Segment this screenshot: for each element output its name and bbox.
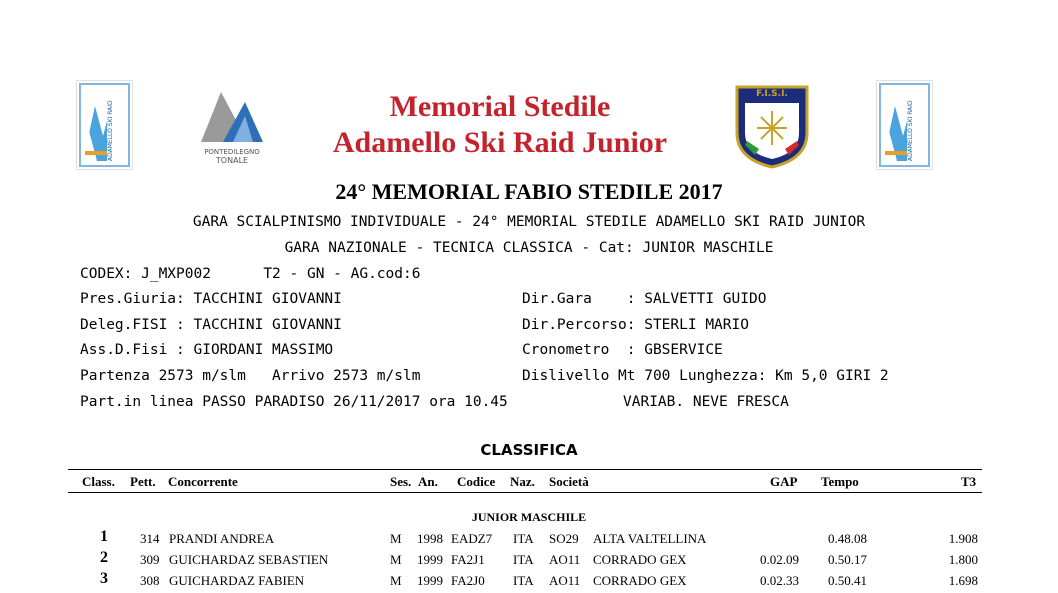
ass-fisi: Ass.D.Fisi : GIORDANI MASSIMO	[80, 342, 334, 358]
row-ses: M	[390, 552, 402, 567]
row-pett: 308	[140, 573, 160, 588]
row-name: GUICHARDAZ SEBASTIEN	[169, 552, 329, 567]
dislivello: Dislivello Mt 700 Lunghezza: Km 5,0 GIRI 2	[522, 368, 889, 384]
row-an: 1999	[417, 552, 443, 567]
left-logo-text: ADAMELLO SKI RAID	[107, 100, 114, 161]
variab: VARIAB. NEVE FRESCA	[623, 394, 789, 410]
header-codice: Codice	[457, 474, 496, 489]
row-ses: M	[390, 531, 402, 546]
row-tempo: 0.50.17	[828, 552, 867, 567]
header-class: Class.	[82, 474, 115, 489]
subtitle-1: GARA SCIALPINISMO INDIVIDUALE - 24° MEMORIAL STEDILE ADAMELLO SKI RAID JUNIOR	[192, 214, 866, 230]
tonale-text: TONALE	[215, 156, 249, 165]
banner-line-1: Memorial Stedile	[389, 90, 611, 123]
row-pett: 309	[140, 552, 160, 567]
category-label: JUNIOR MASCHILE	[471, 510, 587, 524]
row-t3: 1.698	[948, 573, 978, 588]
header-t3: T3	[961, 474, 977, 489]
subtitle-2: GARA NAZIONALE - TECNICA CLASSICA - Cat: JUNIOR MASCHILE	[284, 240, 774, 256]
left-logo	[76, 80, 133, 170]
dir-percorso: Dir.Percorso: STERLI MARIO	[522, 317, 749, 333]
table-row	[68, 549, 982, 572]
codex-line: CODEX: J_MXP002 T2 - GN - AG.cod:6	[80, 266, 421, 282]
header-gap: GAP	[770, 474, 798, 489]
cronometro: Cronometro : GBSERVICE	[522, 342, 723, 358]
table-header	[68, 474, 982, 492]
deleg-fisi: Deleg.FISI : TACCHINI GIOVANNI	[80, 317, 342, 333]
fisi-text: F.I.S.I.	[756, 89, 788, 99]
row-societa: CORRADO GEX	[593, 573, 687, 588]
table-row	[68, 570, 982, 593]
header-an: An.	[418, 474, 438, 489]
row-tempo: 0.50.41	[828, 573, 867, 588]
row-name: PRANDI ANDREA	[169, 531, 275, 546]
table-row	[68, 528, 982, 551]
row-rank: 2	[100, 549, 108, 566]
row-societa: ALTA VALTELLINA	[593, 531, 707, 546]
header-ses: Ses.	[390, 474, 412, 489]
row-naz: ITA	[513, 552, 534, 567]
pontedilegno-text: PONTEDILEGNO	[204, 148, 260, 156]
right-logo	[876, 80, 933, 170]
header-concorrente: Concorrente	[168, 474, 238, 489]
row-an: 1999	[417, 573, 443, 588]
dir-gara: Dir.Gara : SALVETTI GUIDO	[522, 291, 767, 307]
table-header-rule	[68, 492, 982, 493]
header-pett: Pett.	[130, 474, 156, 489]
header-naz: Naz.	[510, 474, 535, 489]
banner-line-2: Adamello Ski Raid Junior	[332, 126, 668, 159]
pontedilegno-logo	[193, 86, 271, 166]
row-codice: FA2J0	[451, 573, 485, 588]
row-pett: 314	[140, 531, 160, 546]
row-an: 1998	[417, 531, 443, 546]
header-societa: Società	[549, 474, 589, 489]
row-naz: ITA	[513, 573, 534, 588]
partenza-arrivo: Partenza 2573 m/slm Arrivo 2573 m/slm	[80, 368, 421, 384]
row-t3: 1.800	[948, 552, 978, 567]
classifica-heading: CLASSIFICA	[480, 441, 578, 459]
page-title: 24° MEMORIAL FABIO STEDILE 2017	[335, 179, 723, 204]
row-tempo: 0.48.08	[828, 531, 867, 546]
row-name: GUICHARDAZ FABIEN	[169, 573, 305, 588]
pres-giuria: Pres.Giuria: TACCHINI GIOVANNI	[80, 291, 342, 307]
right-logo-text: ADAMELLO SKI RAID	[907, 100, 914, 161]
fisi-logo	[733, 83, 811, 169]
part-in-linea: Part.in linea PASSO PARADISO 26/11/2017 ora 10.45	[80, 394, 508, 410]
row-reg: SO29	[549, 531, 579, 546]
row-reg: AO11	[549, 552, 581, 567]
peak-logo-icon	[193, 86, 271, 144]
table-top-rule	[68, 469, 982, 470]
row-codice: FA2J1	[451, 552, 485, 567]
row-reg: AO11	[549, 573, 581, 588]
row-rank: 3	[100, 570, 108, 587]
row-gap: 0.02.33	[760, 573, 799, 588]
row-ses: M	[390, 573, 402, 588]
header-tempo: Tempo	[821, 474, 859, 489]
row-gap: 0.02.09	[760, 552, 799, 567]
row-naz: ITA	[513, 531, 534, 546]
row-rank: 1	[100, 528, 108, 545]
row-t3: 1.908	[948, 531, 978, 546]
row-societa: CORRADO GEX	[593, 552, 687, 567]
row-codice: EADZ7	[451, 531, 493, 546]
